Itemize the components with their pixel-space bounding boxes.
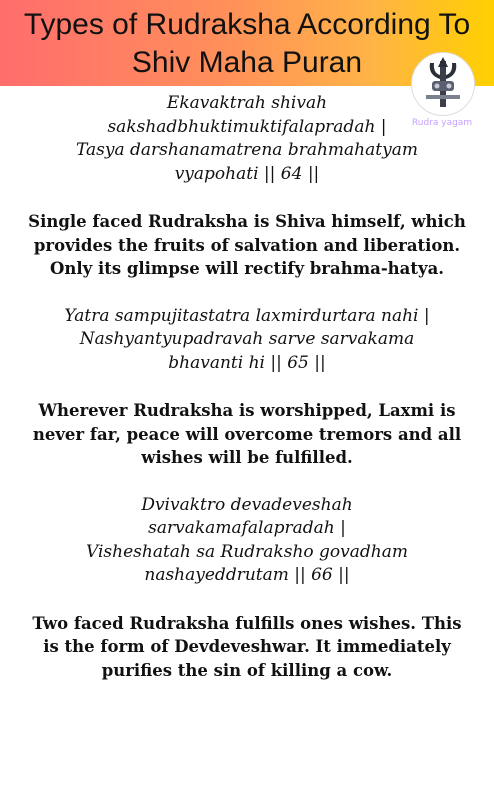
verse-line: Visheshatah sa Rudraksho govadham bbox=[86, 541, 408, 562]
verse-line: Yatra sampujitastatra laxmirdurtara nahi | bbox=[64, 305, 430, 326]
verse-line: Nashyantyupadravah sarve sarvakama bbox=[79, 329, 415, 349]
meaning-line: Wherever Rudraksha is worshipped, Laxmi is bbox=[38, 401, 456, 420]
verse-line: Dvivaktro devadeveshah bbox=[141, 494, 353, 515]
meaning-66 bbox=[0, 612, 494, 683]
title-line-1: Types of Rudraksha According To bbox=[23, 8, 471, 41]
verse-66 bbox=[0, 494, 494, 588]
logo-text: Rudra yagam bbox=[411, 118, 473, 128]
content bbox=[0, 86, 494, 682]
meaning-line: never far, peace will overcome tremors and all bbox=[32, 424, 462, 444]
meaning-line: Two faced Rudraksha fulfills ones wishes. This bbox=[32, 613, 462, 633]
meaning-line: Only its glimpse will rectify brahma-hatya. bbox=[49, 259, 445, 278]
meaning-64 bbox=[0, 210, 494, 281]
meaning-line: purifies the sin of killing a cow. bbox=[101, 660, 393, 680]
meaning-65 bbox=[0, 399, 494, 470]
meaning-line: provides the fruits of salvation and liberation. bbox=[33, 235, 461, 255]
meaning-line: is the form of Devdeveshwar. It immediately bbox=[43, 637, 451, 656]
verse-line: nashayeddrutam || 66 || bbox=[144, 565, 350, 585]
verse-line: Ekavaktrah shivah bbox=[166, 93, 328, 113]
verse-line: sarvakamafalapradah | bbox=[148, 518, 346, 538]
meaning-line: wishes will be fulfilled. bbox=[141, 448, 353, 467]
verse-line: sakshadbhuktimuktifalapradah | bbox=[107, 116, 387, 137]
verse-line: vyapohati || 64 || bbox=[174, 163, 320, 184]
verse-line: bhavanti hi || 65 || bbox=[168, 352, 326, 373]
verse-line: Tasya darshanamatrena brahmahatyam bbox=[76, 140, 418, 160]
meaning-line: Single faced Rudraksha is Shiva himself, which bbox=[28, 212, 466, 231]
verse-65 bbox=[0, 305, 494, 376]
title-line-2: Shiv Maha Puran bbox=[131, 46, 363, 79]
verse-64 bbox=[0, 92, 494, 186]
